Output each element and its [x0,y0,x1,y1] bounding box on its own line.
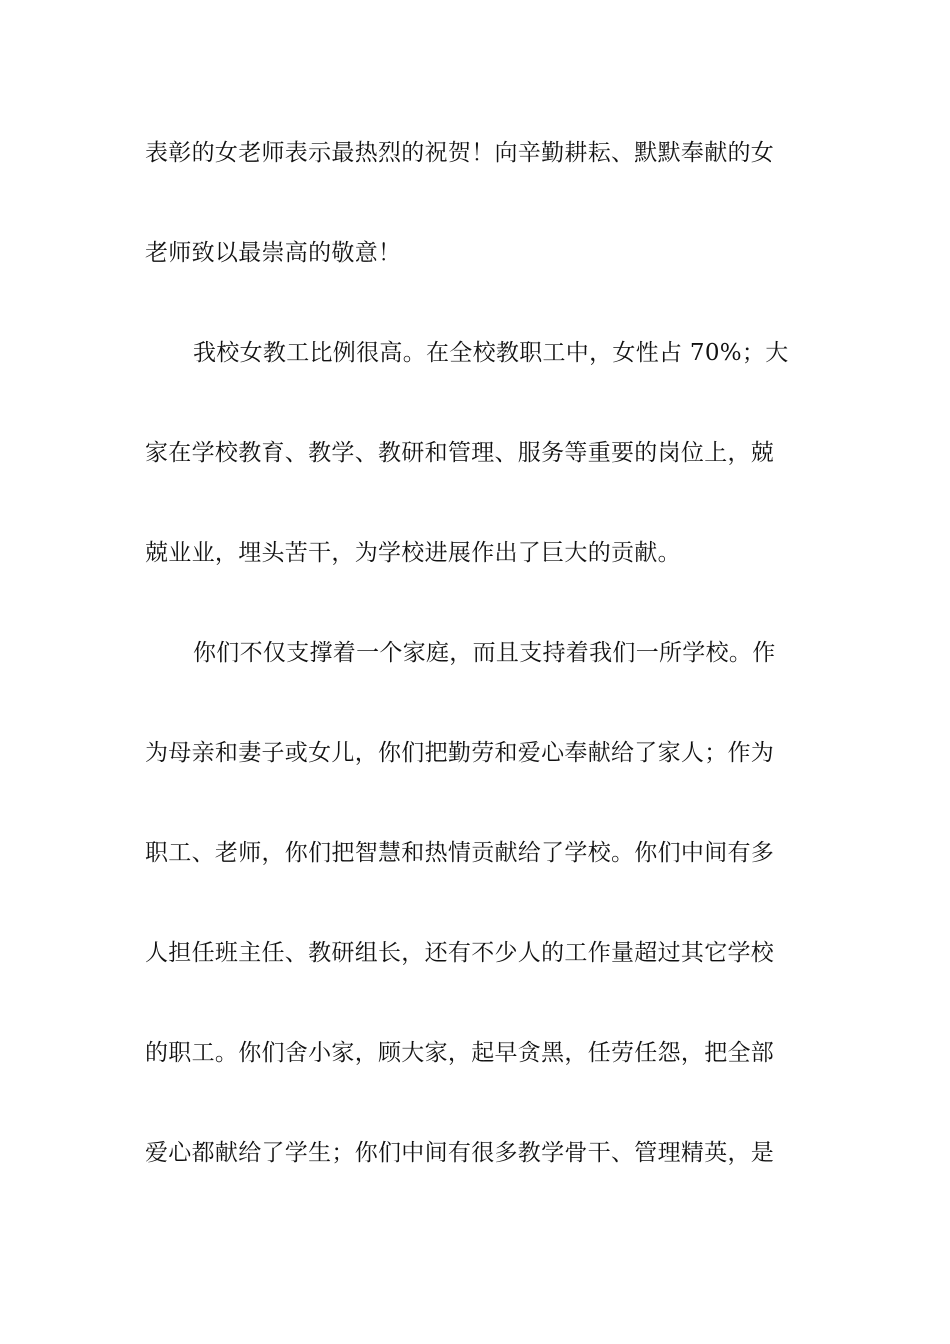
paragraph-start-line: 我校女教工比例很高。在全校教职工中，女性占 70%；大 [193,340,789,366]
text-line: 兢业业，埋头苦干，为学校进展作出了巨大的贡献。 [145,540,681,566]
text-line: 职工、老师，你们把智慧和热情贡献给了学校。你们中间有多 [145,840,775,866]
body-text [145,128,810,1228]
text-line: 的职工。你们舍小家，顾大家，起早贪黑，任劳任怨，把全部 [145,1040,775,1066]
text-line: 表彰的女老师表示最热烈的祝贺！向辛勤耕耘、默默奉献的女 [145,140,775,166]
text-line: 人担任班主任、教研组长，还有不少人的工作量超过其它学校 [145,940,775,966]
text-line: 老师致以最崇高的敬意！ [145,240,402,266]
text-line: 家在学校教育、教学、教研和管理、服务等重要的岗位上，兢 [145,440,775,466]
text-line: 为母亲和妻子或女儿，你们把勤劳和爱心奉献给了家人；作为 [145,740,775,766]
paragraph-start-line: 你们不仅支撑着一个家庭，而且支持着我们一所学校。作 [193,640,776,666]
text-line: 爱心都献给了学生；你们中间有很多教学骨干、管理精英，是 [145,1140,775,1166]
